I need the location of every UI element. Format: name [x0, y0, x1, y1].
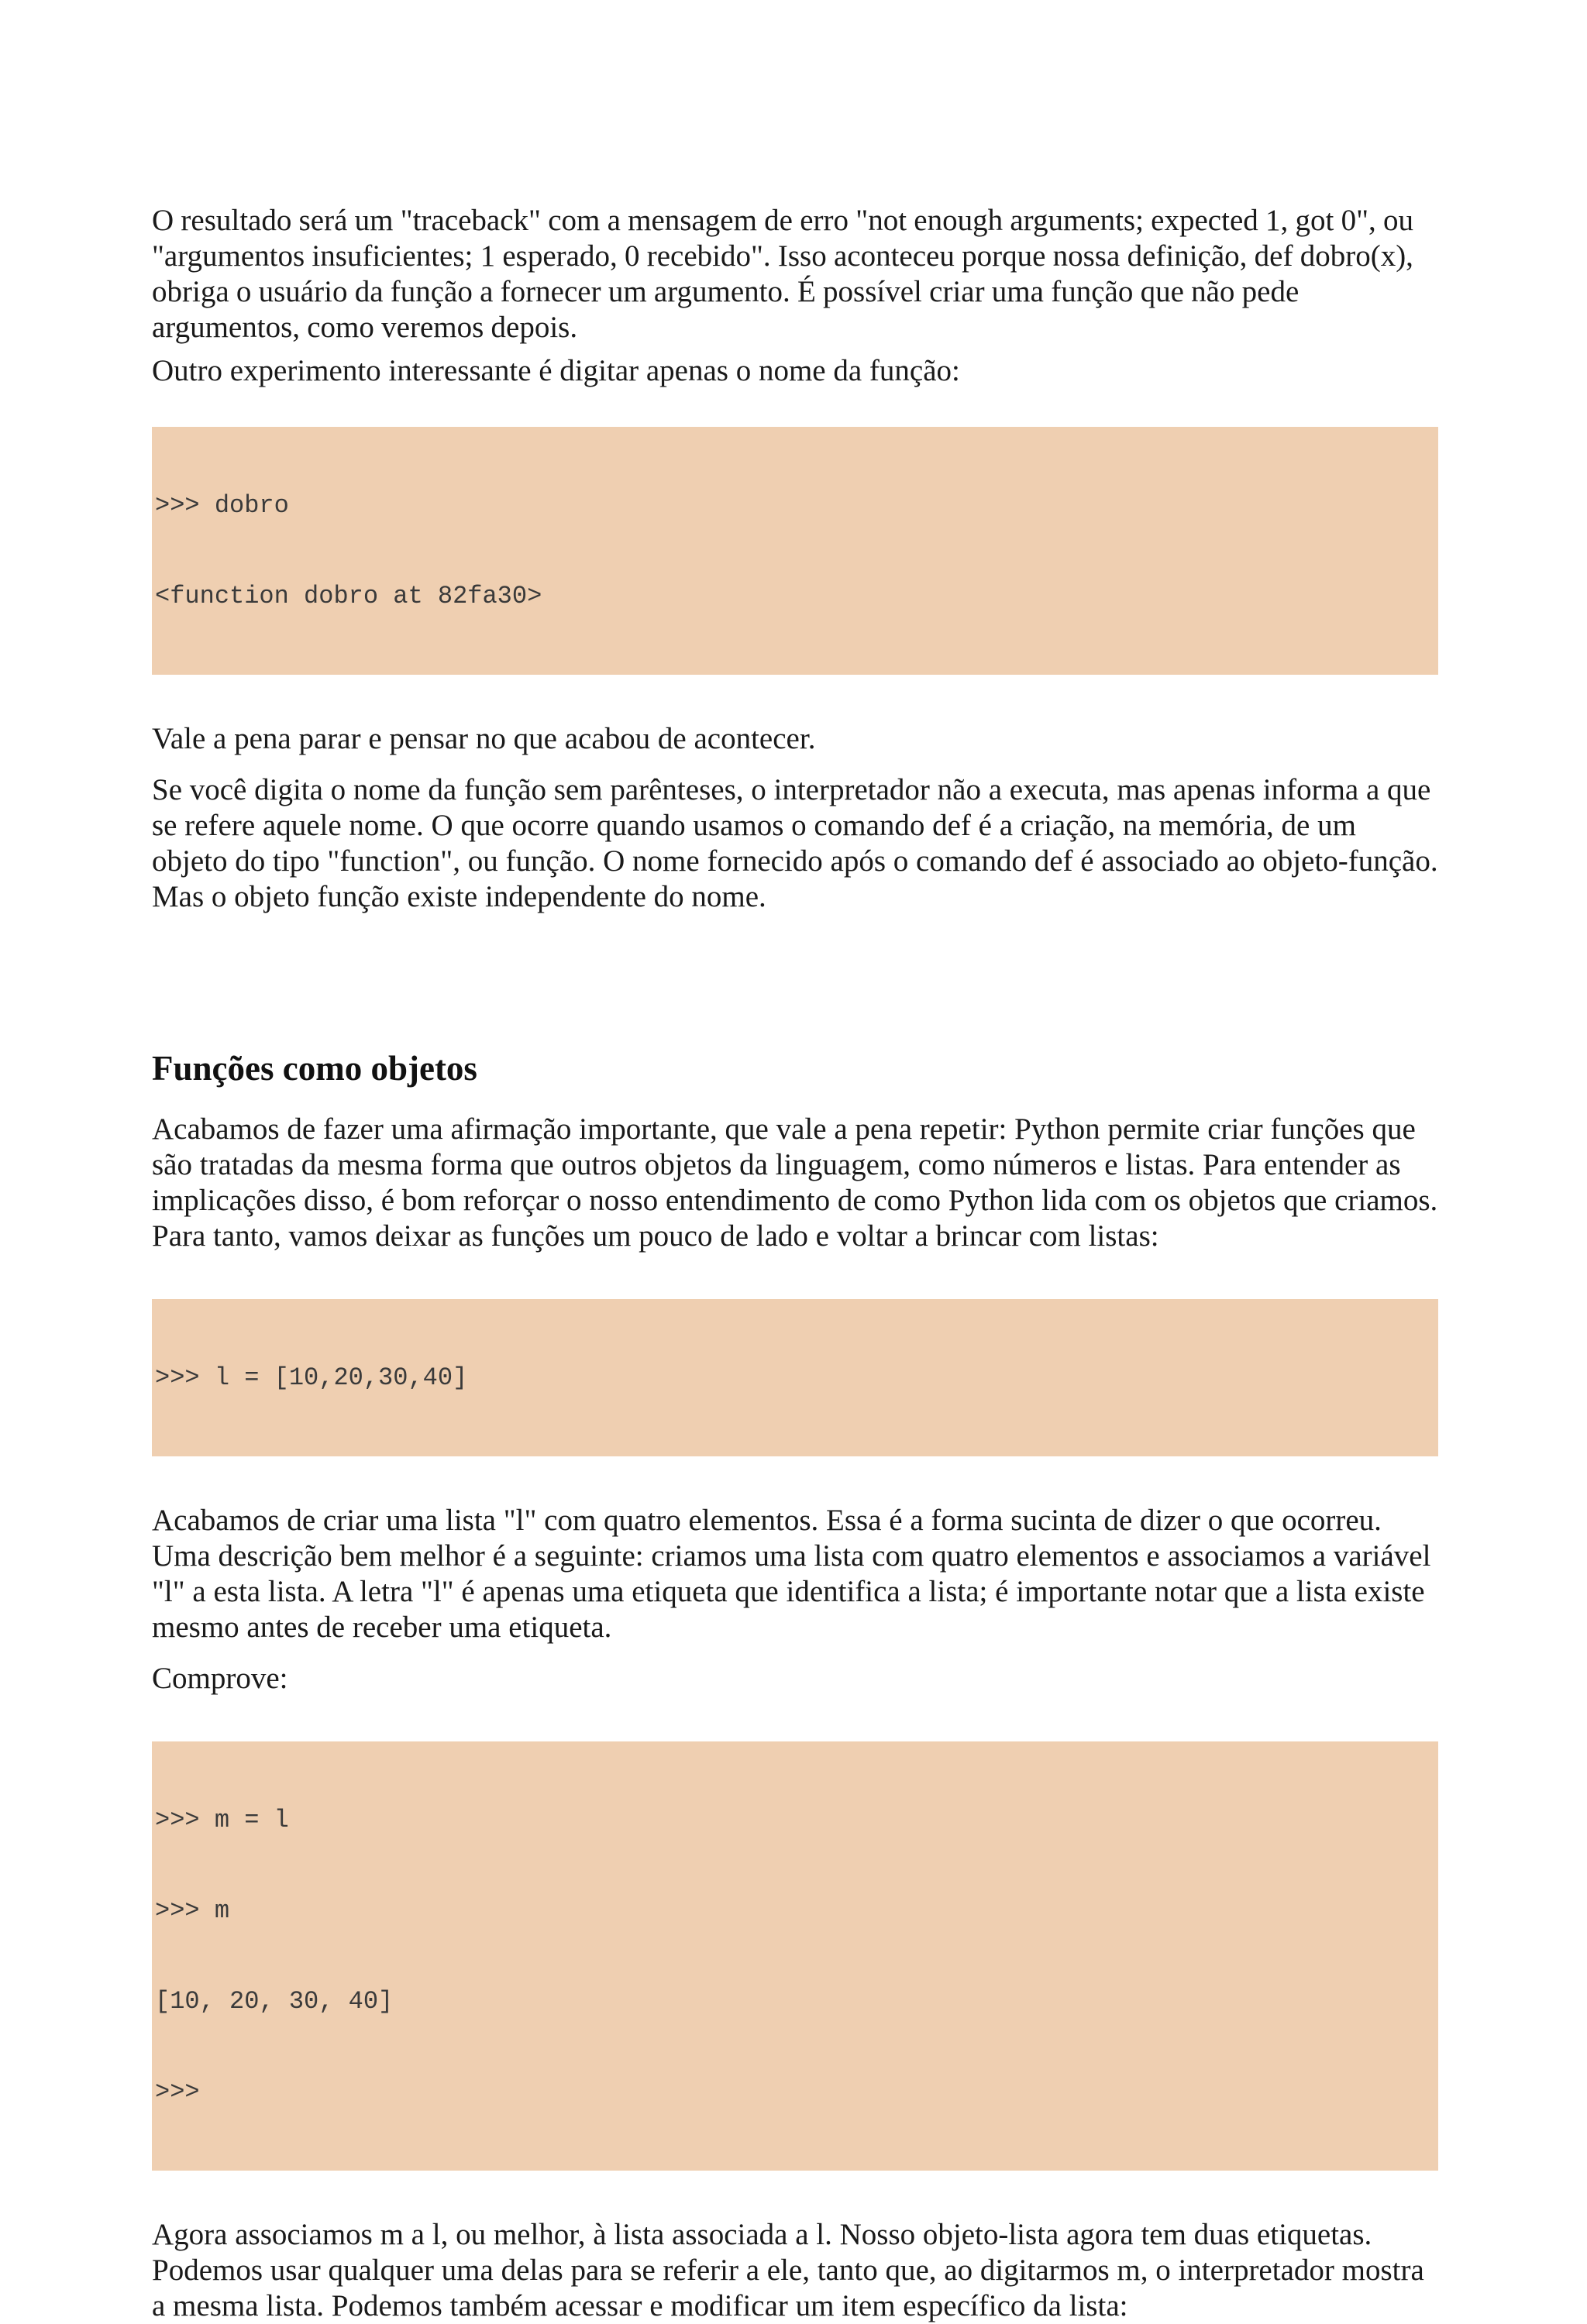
paragraph-functions-as-objects: Acabamos de fazer uma afirmação importante, que vale a pena repetir: Python permite criar funções que são tratadas da mesma forma que outros objetos da linguagem, como números e listas. Para entender as implicações disso, é bom reforçar o nosso entendimento de como Python lida com os objetos que criamos. Para tanto, vamos deixar as funções um pouco de lado e voltar a brincar com listas: — [152, 1112, 1438, 1253]
code-block-list-l — [152, 1299, 1438, 1456]
paragraph-two-labels: Agora associamos m a l, ou melhor, à lista associada a l. Nosso objeto-lista agora tem duas etiquetas. Podemos usar qualquer uma delas para se referir a ele, tanto que, ao digitarmos m, o interpretador mostra a mesma lista. Podemos também acessar e modificar um item específico da lista: — [152, 2218, 1424, 2322]
code-line: >>> dobro — [155, 491, 289, 520]
code-line: [10, 20, 30, 40] — [155, 1987, 394, 2016]
paragraph-traceback-explanation: O resultado será um "traceback" com a mensagem de erro "not enough arguments; expected 1, got 0", ou "argumentos insuficientes; 1 esperado, 0 recebido". Isso aconteceu porque nossa definição, def dobro(x), obriga o usuário da função a fornecer um argumento. É possível criar uma função que não pede argumentos, como veremos depois. — [152, 204, 1414, 344]
paragraph-comprove: Comprove: — [152, 1662, 288, 1695]
code-line: <function dobro at 82fa30> — [155, 582, 542, 610]
paragraph-pause-reflect: Vale a pena parar e pensar no que acabou de acontecer. — [152, 722, 816, 755]
paragraph-experiment-intro: Outro experimento interessante é digitar apenas o nome da função: — [152, 354, 960, 387]
code-block-dobro — [152, 427, 1438, 675]
code-line: >>> l = [10,20,30,40] — [155, 1363, 468, 1392]
paragraph-list-label: Acabamos de criar uma lista "l" com quatro elementos. Essa é a forma sucinta de dizer o que ocorreu. Uma descrição bem melhor é a seguinte: criamos uma lista com quatro elementos e associamos a variável "l" a esta lista. A letra "l" é apenas uma etiqueta que identifica a lista; é importante notar que a lista existe mesmo antes de receber uma etiqueta. — [152, 1504, 1431, 1644]
code-block-list-m — [152, 1741, 1438, 2171]
code-line: >>> m = l — [155, 1806, 289, 1834]
document-page — [152, 203, 1438, 2324]
code-line: >>> m — [155, 1896, 230, 1925]
code-line: >>> — [155, 2078, 200, 2106]
section-heading: Funções como objetos — [152, 1049, 477, 1088]
paragraph-function-object: Se você digita o nome da função sem parênteses, o interpretador não a executa, mas apenas informa a que se refere aquele nome. O que ocorre quando usamos o comando def é a criação, na memória, de um objeto do tipo "function", ou função. O nome fornecido após o comando def é associado ao objeto-função. Mas o objeto função existe independente do nome. — [152, 773, 1438, 913]
